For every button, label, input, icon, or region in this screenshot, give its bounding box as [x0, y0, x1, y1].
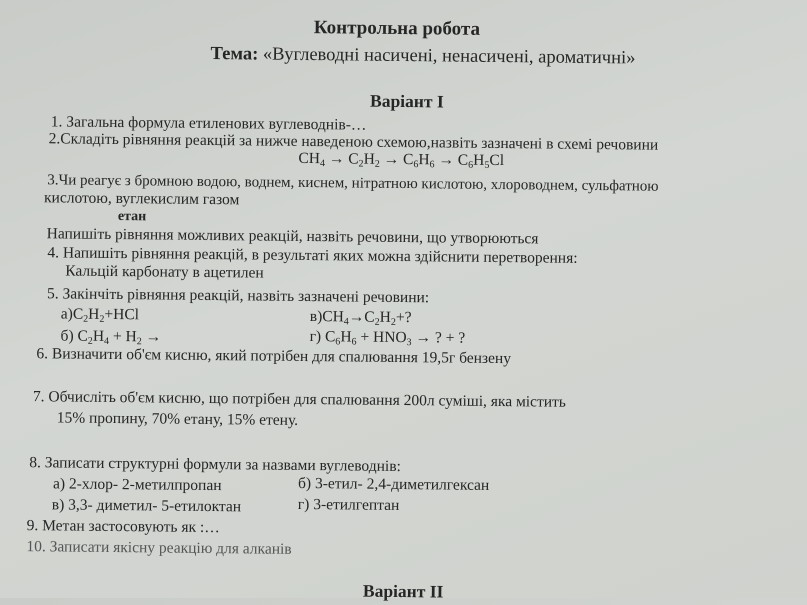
- question-8-v: в) 3,3- диметил- 5-етилоктан: [51, 496, 242, 516]
- question-5: 5. Закінчіть рівняння реакцій, назвіть зазначені речовини:: [46, 285, 430, 307]
- question-9: 9. Метан застосовують як :…: [26, 517, 220, 537]
- question-4-line-1: 4. Напишіть рівняння реакцій, в результаті яких можна здійснити перетворення:: [47, 244, 578, 267]
- question-5-b: б) $C_2H_4 + H_2$ →: [60, 327, 162, 348]
- topic-label: Тема:: [210, 44, 259, 65]
- question-8: 8. Записати структурні формули за назвами вуглеводнів:: [29, 454, 401, 476]
- question-4-line-2: Кальцій карбонату в ацетилен: [65, 262, 264, 282]
- question-7-line-1: 7. Обчисліть об'єм кисню, що потрібен для спалювання 200л суміші, яка містить: [32, 388, 566, 411]
- question-5-g: г) $C_6H_6 + HNO_3$ → ? + ?: [309, 328, 466, 349]
- arrow: →: [324, 150, 349, 168]
- formula-ch4: CH: [298, 149, 321, 168]
- topic-line: [210, 45, 635, 67]
- topic-text: «Вуглеводні насичені, ненасичені, ароматичні»: [262, 44, 636, 69]
- question-3-line-1: 3.Чи реагує з бромною водою, воднем, киснем, нітратною кислотою, хлороводнем, сульфатною: [47, 172, 659, 195]
- question-8-a: а) 2-хлор- 2-метилпропан: [52, 475, 222, 495]
- question-8-b: б) 3-етил- 2,4-диметилгексан: [297, 474, 490, 494]
- question-3-line-2: кислотою, вуглекислим газом: [43, 189, 240, 209]
- question-6: 6. Визначити об'єм кисню, який потрібен для спалювання 19,5г бензену: [36, 345, 512, 368]
- question-2: 2.Складіть рівняння реакцій за нижче наведеною схемою,назвіть зазначені в схемі речовини: [48, 130, 659, 154]
- question-3-line-3: Напишіть рівняння можливих реакцій, назвіть речовини, що утворюються: [46, 225, 539, 248]
- question-5-a: $а)C_2H_2+HCl$: [60, 305, 140, 325]
- next-variant-heading: Варіант II: [362, 580, 444, 602]
- question-10: 10. Записати якісну реакцію для алканів: [26, 538, 292, 558]
- question-3-substance: етан: [117, 209, 147, 225]
- arrow: →: [379, 150, 404, 169]
- page-title: Контрольна робота: [313, 17, 481, 40]
- question-1: 1. Загальна формула етиленових вуглеводнів-…: [50, 113, 367, 134]
- question-8-g: г) 3-етилгептан: [297, 495, 400, 515]
- variant-heading: Варіант I: [369, 90, 444, 112]
- question-7-line-2: 15% пропину, 70% етану, 15% етену.: [56, 409, 299, 429]
- question-5-v: $в)CH_4\to C_2H_2+$?: [309, 308, 412, 328]
- arrow: →: [434, 151, 458, 169]
- reaction-scheme: $CH_4 \to C_2H_2 \to C_6H_6 \to C_6H_5Cl$: [298, 149, 505, 171]
